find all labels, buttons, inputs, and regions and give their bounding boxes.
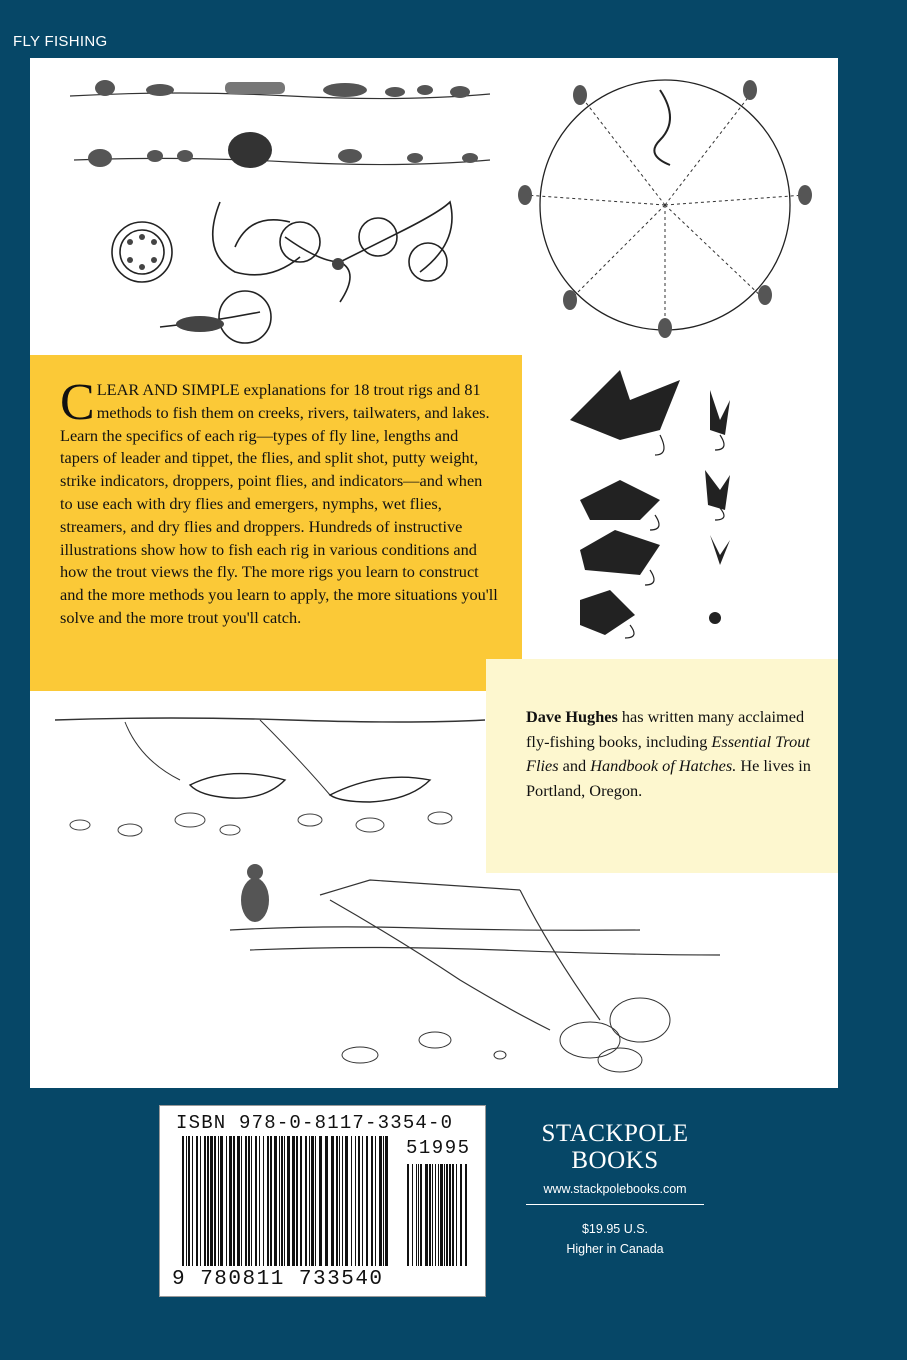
barcode-bar: [267, 1136, 269, 1266]
barcode-bar: [379, 1136, 382, 1266]
barcode-bar: [331, 1136, 334, 1266]
price-barcode-bar: [435, 1164, 436, 1266]
barcode-bar: [245, 1136, 247, 1266]
dry-flies-illustration: [560, 360, 760, 655]
barcode-bar: [226, 1136, 227, 1266]
barcode-bar: [309, 1136, 310, 1266]
author-bio-box: [486, 659, 838, 873]
barcode-bar: [248, 1136, 250, 1266]
price-barcode-bar: [412, 1164, 413, 1266]
barcode-bar: [192, 1136, 193, 1266]
price-code: 51995: [406, 1137, 471, 1159]
barcode-bars: [182, 1136, 472, 1271]
price-barcode-bar: [456, 1164, 457, 1266]
barcode-bar: [351, 1136, 352, 1266]
barcode-bar: [362, 1136, 363, 1266]
barcode-bar: [182, 1136, 184, 1266]
barcode-box: [159, 1105, 486, 1297]
author-bio: [526, 705, 822, 803]
barcode-bar: [358, 1136, 360, 1266]
barcode-bar: [279, 1136, 280, 1266]
barcode-bar: [210, 1136, 213, 1266]
price-barcode-bar: [429, 1164, 431, 1266]
barcode-bar: [284, 1136, 285, 1266]
barcode-bar: [251, 1136, 252, 1266]
price-canada: Higher in Canada: [566, 1242, 664, 1256]
barcode-bar: [296, 1136, 298, 1266]
barcode-bar: [315, 1136, 316, 1266]
price-barcode-bar: [460, 1164, 462, 1266]
drop-cap: C: [60, 374, 95, 431]
price-barcode-bar: [416, 1164, 417, 1266]
barcode-bar: [342, 1136, 343, 1266]
bio-text-1: has written many acclaimed fly-fishing books, including: [526, 707, 805, 751]
barcode-bar: [336, 1136, 338, 1266]
barcode-bar: [319, 1136, 322, 1266]
barcode-bar: [229, 1136, 232, 1266]
barcode-bar: [263, 1136, 264, 1266]
book-title-1: Essential Trout Flies: [526, 731, 810, 775]
barcode-bar: [305, 1136, 307, 1266]
barcode-bar: [375, 1136, 376, 1266]
barcode-bar: [196, 1136, 198, 1266]
price-barcode-bar: [418, 1164, 419, 1266]
barcode-bar: [214, 1136, 216, 1266]
barcode-bar: [345, 1136, 348, 1266]
isbn-text: ISBN 978-0-8117-3354-0: [176, 1112, 454, 1134]
barcode-bar: [311, 1136, 314, 1266]
barcode-bar: [207, 1136, 209, 1266]
barcode-bar: [287, 1136, 290, 1266]
barcode-bar: [366, 1136, 368, 1266]
description-body: LEAR AND SIMPLE explanations for 18 trout rigs and 81 methods to fish them on creeks, rivers, tailwaters, and lakes. Learn the specifics of each rig—types of fly line, lengths and tapers of leader and tippet, the flies, and split shot, putty weight, strike indicators, droppers, point flies, and indicators—and when to use each with dry flies and emergers, nymphs, wet flies, streamers, and dry flies and droppers. Hundreds of instructive illustrations show how to fish each rig in various conditions and how the trout views the fly. The more rigs you learn to construct and the more methods you learn to apply, the more situations you'll solve and the more trout you'll catch.: [60, 380, 498, 627]
barcode-bar: [233, 1136, 235, 1266]
barcode-bar: [220, 1136, 223, 1266]
barcode-bar: [200, 1136, 201, 1266]
barcode-bar: [325, 1136, 328, 1266]
angler-wading-illustration: [220, 860, 780, 1075]
barcode-bar: [270, 1136, 272, 1266]
barcode-bar: [385, 1136, 388, 1266]
barcode-bar: [355, 1136, 356, 1266]
book-title-2: Handbook of Hatches.: [590, 756, 737, 775]
barcode-bar: [259, 1136, 260, 1266]
publisher-name-line1: STACKPOLE: [541, 1120, 689, 1147]
barcode-bar: [281, 1136, 283, 1266]
flies-on-leader-illustration: [60, 62, 500, 347]
category-label: FLY FISHING: [13, 33, 108, 50]
price-barcode-bar: [452, 1164, 454, 1266]
barcode-bar: [255, 1136, 257, 1266]
price-barcode-bar: [425, 1164, 428, 1266]
price-barcode-bar: [420, 1164, 422, 1266]
barcode-bar: [292, 1136, 295, 1266]
barcode-bar: [383, 1136, 384, 1266]
price-barcode-bar: [432, 1164, 433, 1266]
barcode-bar: [339, 1136, 340, 1266]
barcode-bar: [300, 1136, 302, 1266]
author-name: Dave Hughes: [526, 707, 618, 726]
publisher-url: www.stackpolebooks.com: [543, 1182, 687, 1196]
bio-text-2: and: [558, 756, 591, 775]
casting-circle-diagram: [510, 70, 820, 350]
barcode-bar: [241, 1136, 242, 1266]
price-barcode-bar: [444, 1164, 445, 1266]
barcode-bar: [218, 1136, 219, 1266]
price-barcode-bar: [407, 1164, 409, 1266]
barcode-bar: [204, 1136, 206, 1266]
publisher-block: [510, 1120, 720, 1259]
price-barcode-bar: [465, 1164, 467, 1266]
barcode-bar: [188, 1136, 190, 1266]
trout-underwater-illustration: [50, 700, 490, 850]
description-text: [60, 374, 498, 630]
publisher-name-line2: BOOKS: [571, 1147, 659, 1174]
barcode-bar: [186, 1136, 187, 1266]
price-us: $19.95 U.S.: [581, 1222, 648, 1236]
barcode-bar: [371, 1136, 373, 1266]
price-barcode-bar: [440, 1164, 443, 1266]
bio-text-3: He lives in Portland, Oregon.: [526, 756, 811, 800]
ean-text: 9 780811 733540: [172, 1268, 384, 1291]
barcode-bar: [237, 1136, 240, 1266]
price-barcode-bar: [438, 1164, 439, 1266]
price-barcode-bar: [449, 1164, 451, 1266]
barcode-bar: [274, 1136, 277, 1266]
divider: [526, 1204, 704, 1205]
description-box: [30, 355, 522, 691]
price-barcode-bar: [446, 1164, 448, 1266]
